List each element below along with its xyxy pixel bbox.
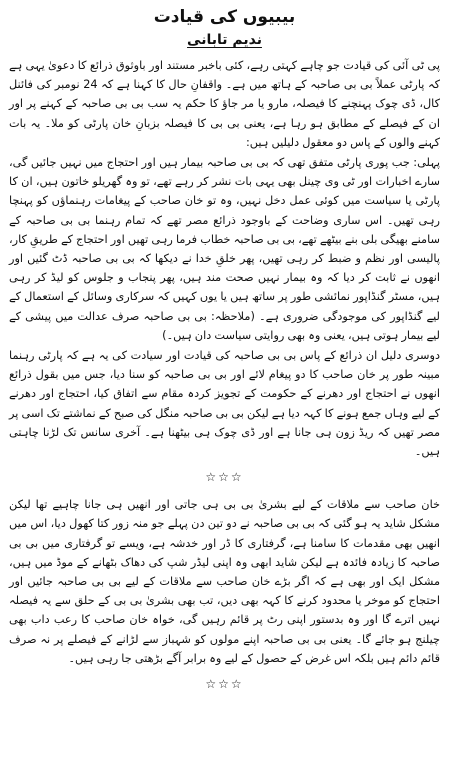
article-paragraph: پی ٹی آئی کی قیادت جو چاہے کہتی رہے، کئی باخبر مستند اور باوثوق ذرائع کا دعویٰ یہی ہے کہ پارٹی عملاً بی بی صاحبہ کے ہاتھ میں ہے۔ واقفانِ حال کا کہنا ہے کہ 24 نومبر کی فائنل کال، ڈی چوک پہنچنے کا فیصلہ، مارو یا مر جاؤ کا حکم یہ سب بی بی صاحبہ کے کہنے پر اور ان کے فیصلے کے مطابق ہو رہا ہے، یعنی بی بی کا فیصلہ بزبانِ خان پارٹی کو ملا۔ یہ بات کہنے والوں کے پاس دو معقول دلیلیں ہیں: [9,59,440,149]
article-title: بیبیوں کی قیادت [153,7,296,27]
article-paragraph: پہلی: جب پوری پارٹی متفق تھی کہ بی بی صاحبہ بیمار ہیں اور احتجاج میں نہیں جائیں گی، سارے اخبارات اور ٹی وی چینل بھی یہی بات نشر کر رہے تھے، تو وہ گھریلو خاتون ہیں، ان کا پارٹی یا سیاست میں کوئی عمل دخل نہیں، وہ تو خان صاحب کے پیغامات رہنماؤں کو پہنچا رہی تھیں۔ اس ساری وضاحت کے باوجود ذرائع مصر تھے کہ تمام رہنما بی بی صاحبہ کے سامنے بھیگی بلی بنے بیٹھے تھے، بی بی صاحبہ خطاب فرما رہی تھیں اور احتجاج کے طریقِ کار، پالیسی اور نظم و ضبط کر رہی تھیں، پھر خلقِ خدا نے دیکھا کہ بی بی صاحبہ ڈٹ گئیں اور انھوں نے ثابت کر دیا کہ وہ بیمار نہیں صحت مند ہیں، پھر پنجاب و جلوس کو لیڈ کر رہی ہیں، مسٹر گنڈاپور نمائشی طور پر ساتھ ہیں یا یوں کہیں کہ سرکاری وسائل کے استعمال کے لیے گنڈاپور کی موجودگی ضروری ہے۔ (ملاحظہ: بی بی صاحبہ صرف عدالت میں پیشی کے لیے بیمار ہوتی ہیں، یعنی وہ بھی روایتی سیاست دان ہیں۔) [9,156,440,342]
article-author: ندیم تابانی [187,32,262,48]
article-paragraph: دوسری دلیل ان ذرائع کے پاس بی بی صاحبہ کی قیادت اور سیادت کی یہ ہے کہ پارٹی رہنما مبینہ طور پر خان صاحب کا دو پیغام لائے اور بی بی صاحبہ کو سنا دیا، جس میں بقول ذرائع انھوں نے احتجاج اور دھرنے کے حکومت کے تجویز کردہ مقام سے اتفاق کیا، احتجاج اور دھرنے کے لیے وہاں جمع ہونے کا کہہ دیا ہے لیکن بی بی صاحبہ منگل کی صبح کے نماشتے تک اسی پر مصر تھیں کہ ریڈ زون ہی جانا ہے اور ڈی چوک ہی بیٹھنا ہے۔ آخری سانس تک لڑنا چاہتی ہیں۔ [9,349,440,459]
article-paragraph: خان صاحب سے ملاقات کے لیے بشریٰ بی بی ہی جاتی اور انھیں ہی جانا چاہیے تھا لیکن مشکل شاید یہ ہو گئی کہ بی بی صاحبہ نے دو تین دن پہلے جو منہ زور کتا کھول دیا، اس میں انھیں بھی مقدمات کا سامنا ہے، گرفتاری کا ڈر اور خدشہ ہے، ویسے تو گرفتاری میں بی بی صاحبہ کا زیادہ فائدہ ہے لیکن شاید ابھی وہ اپنی لیڈر شپ کی دھاک بٹھانے کے موڈ میں ہیں، مشکل ایک اور بھی ہے کہ اگر بڑے خان صاحب سے ملاقات کے لیے بی بی صاحبہ جائیں اور احتجاج کو موخر یا محدود کرنے کا کہہ بھی دیں، تب بھی بشریٰ بی بی کے حلق سے یہ فیصلہ نہیں اترے گا اور وہ بدستور اپنی رٹ پر قائم رہیں گی، خواہ خان صاحب کا رعب داب بھی چیلنج ہو جائے گا۔ یعنی بی بی صاحبہ اپنے مولوں کو شہباز سے لڑانے کے فیصلے پر نہ صرف قائم دائم ہیں بلکہ اس غرض کے حصول کے لیے وہ برابر آگے بڑھتی جا رہی ہیں۔ [9,498,440,665]
section-separator: ☆☆☆ [205,470,244,485]
end-separator: ☆☆☆ [205,677,244,692]
